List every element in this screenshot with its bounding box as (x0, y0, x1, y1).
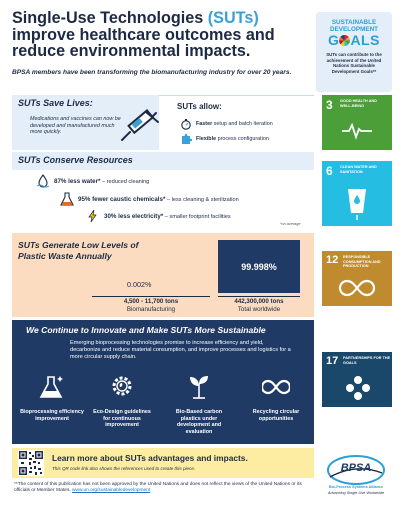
stopwatch-icon (180, 118, 192, 130)
total-percent: 99.998% (241, 262, 277, 272)
baseline-left (92, 296, 210, 297)
average-footnote: *on average (280, 222, 301, 226)
innovate-item-eco-design: Eco-Design guidelines for continuous improvement (93, 409, 151, 429)
water-glass-icon (344, 185, 370, 221)
total-caption: 442,300,000 tons Total worldwide (234, 298, 284, 313)
page-subtitle: BPSA members have been transforming the biomanufacturing industry for over 20 years. (12, 69, 292, 76)
qr-code[interactable] (18, 450, 44, 476)
stat-water: 87% less water* – reduced cleaning (36, 174, 149, 188)
learn-more-subtitle: This QR code link also shows the references used to create this piece. (52, 466, 196, 471)
sdg-tile-12: 12 RESPONSIBLE CONSUMPTION AND PRODUCTION (322, 251, 392, 306)
sdg-panel (316, 12, 392, 92)
disclaimer: **The content of this publication has not been approved by the United Nations and does not reflect the views of the United Nations or its officials or Member States. www.un.org/sustainabledevelopment (14, 482, 302, 493)
water-drop-icon (36, 174, 50, 188)
un-sdg-link[interactable]: www.un.org/sustainabledevelopment (72, 488, 151, 493)
bpsa-logo-text: BPSA (340, 462, 372, 474)
learn-more-title: Learn more about SUTs advantages and impacts. (52, 453, 248, 463)
allow-item-flexible: Flexible process configuration (180, 133, 269, 145)
page-title: Single-Use Technologies (SUTs) improve healthcare outcomes and reduce environmental impacts. (12, 9, 275, 60)
stat-electricity: 30% less electricity* – smaller footprint facilities (86, 209, 231, 223)
innovate-item-efficiency: Bioprocessing efficiency improvement (20, 409, 84, 422)
infinity-icon (262, 373, 290, 401)
puzzle-icon (180, 133, 192, 145)
baseline-right (218, 296, 300, 297)
conserve-title: SUTs Conserve Resources (18, 155, 133, 165)
sdg-tile-17: 17 PARTNERSHIPS FOR THE GOALS (322, 352, 392, 407)
flower-icon (344, 374, 372, 402)
innovate-item-recycling: Recycling circular opportunities (252, 409, 300, 422)
save-lives-title: SUTs Save Lives: (18, 98, 93, 108)
innovate-title: We Continue to Innovate and Make SUTs More Sustainable (26, 325, 266, 335)
bpsa-tagline: Advancing Single-Use Worldwide (327, 491, 385, 495)
syringe-icon (116, 108, 162, 144)
sdg-heading: SUSTAINABLE DEVELOPMENT (330, 19, 378, 34)
biomanufacturing-caption: 4,500 - 11,700 tons Biomanufacturing (123, 298, 179, 313)
infinity-icon (338, 277, 376, 299)
sprout-icon (185, 372, 213, 400)
allow-title: SUTs allow: (177, 102, 222, 111)
allow-item-faster: Faster setup and batch iteration (180, 118, 273, 130)
sdg-note: SUTs can contribute to the achievement of the United Nations Sustainable Development Goals** (326, 52, 382, 74)
flask-sparkle-icon (38, 373, 66, 401)
gear-leaf-icon (108, 372, 136, 400)
sdg-tile-3: 3 GOOD HEALTH AND WELL-BEING (322, 95, 392, 150)
lightning-icon (86, 209, 100, 223)
stat-chemicals: 95% fewer caustic chemicals* – less cleaning & sterilization (60, 192, 239, 206)
sdg-wheel-icon (339, 35, 350, 46)
innovate-body: Emerging bioprocessing technologies promise to increase efficiency and yield, decarbonize and reduce material consumption, and improve processes and logistics for a more circular supply chain. (70, 340, 291, 360)
flask-icon (60, 192, 74, 206)
biomanufacturing-percent: 0.002% (127, 280, 152, 289)
sdg-goals-wordmark: G ALS (328, 32, 380, 49)
plastic-title: SUTs Generate Low Levels of Plastic Waste Annually (18, 240, 139, 261)
heartbeat-icon (340, 119, 374, 141)
innovate-item-bio-based: Bio-Based carbon plastics under development and evaluation (175, 409, 223, 435)
bpsa-org-name: Bio-Process Systems Alliance (328, 485, 384, 489)
save-lives-text: Medications and vaccines can now be developed and manufactured much more quickly. (30, 116, 121, 136)
sdg-tile-6: 6 CLEAN WATER AND SANITATION (322, 161, 392, 226)
